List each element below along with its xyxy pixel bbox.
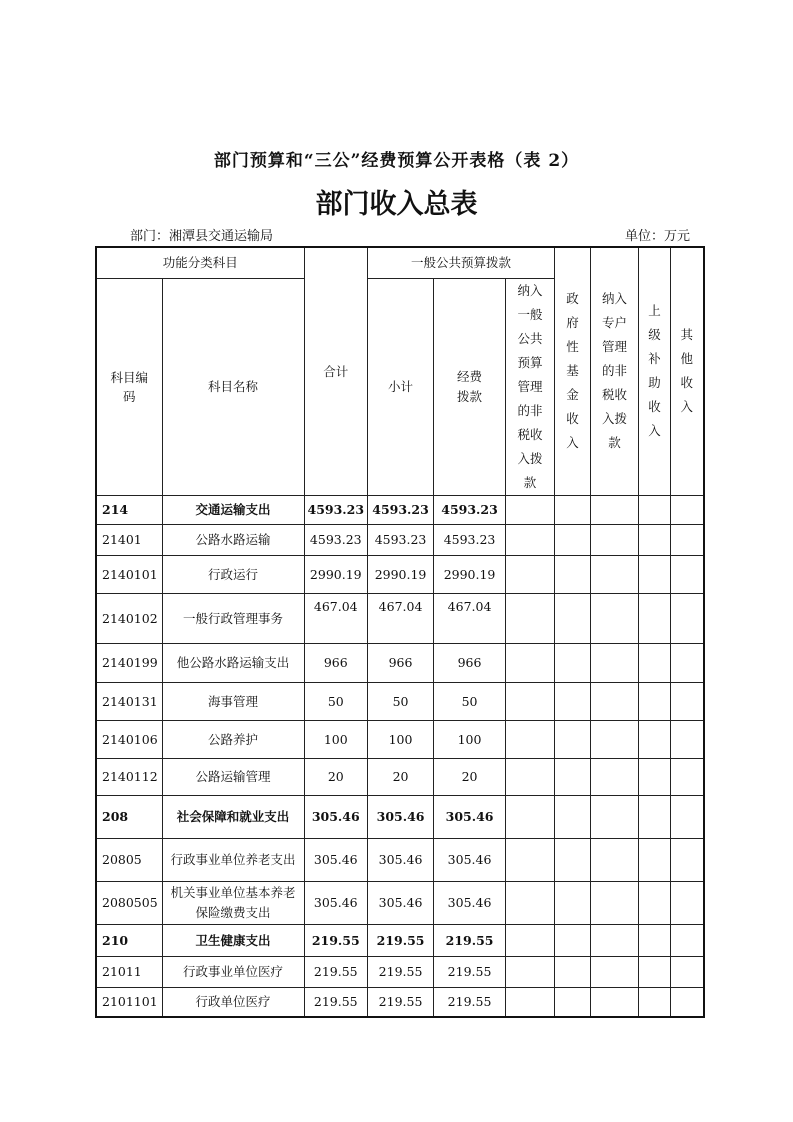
- row-nontax-general: [506, 987, 555, 1017]
- row-funding: 219.55: [434, 987, 506, 1017]
- row-code: 2140106: [96, 720, 162, 758]
- row-funding: 4593.23: [434, 524, 506, 555]
- row-other: [671, 555, 704, 593]
- row-total: 100: [304, 720, 368, 758]
- row-name: 卫生健康支出: [162, 924, 304, 956]
- row-gov-fund: [555, 593, 591, 643]
- row-name: 一般行政管理事务: [162, 593, 304, 643]
- row-name: 交通运输支出: [162, 495, 304, 524]
- header-gov-fund: [555, 247, 591, 495]
- row-nontax-general: [506, 643, 555, 682]
- row-other: [671, 987, 704, 1017]
- row-gov-fund: [555, 495, 591, 524]
- row-subtotal: 2990.19: [368, 555, 434, 593]
- row-nontax-general: [506, 682, 555, 720]
- row-superior-subsidy: [639, 643, 671, 682]
- row-name: 机关事业单位基本养老保险缴费支出: [162, 881, 304, 924]
- row-nontax-general: [506, 758, 555, 795]
- row-code: 2140131: [96, 682, 162, 720]
- table-row: [96, 555, 704, 593]
- row-other: [671, 524, 704, 555]
- header-nontax-special: [591, 247, 639, 495]
- row-funding: 4593.23: [434, 495, 506, 524]
- row-subtotal: 4593.23: [368, 524, 434, 555]
- header-row-1: [96, 247, 704, 278]
- row-name: 海事管理: [162, 682, 304, 720]
- row-name: 行政单位医疗: [162, 987, 304, 1017]
- table-row: [96, 924, 704, 956]
- row-code: 2140199: [96, 643, 162, 682]
- row-other: [671, 593, 704, 643]
- row-name: 行政事业单位医疗: [162, 956, 304, 987]
- row-name: 社会保障和就业支出: [162, 795, 304, 838]
- header-total: 合计: [304, 247, 368, 495]
- document-title: 部门预算和“三公”经费预算公开表格（表 2）: [213, 151, 580, 171]
- row-subtotal: 219.55: [368, 924, 434, 956]
- row-nontax-general: [506, 881, 555, 924]
- row-superior-subsidy: [639, 795, 671, 838]
- row-nontax-general: [506, 495, 555, 524]
- row-superior-subsidy: [639, 593, 671, 643]
- row-nontax-special: [591, 956, 639, 987]
- row-gov-fund: [555, 758, 591, 795]
- row-other: [671, 956, 704, 987]
- header-code: 科目编码: [96, 278, 162, 495]
- row-gov-fund: [555, 720, 591, 758]
- header-funding: 经费拨款: [434, 278, 506, 495]
- table-row: [96, 881, 704, 924]
- row-superior-subsidy: [639, 682, 671, 720]
- row-nontax-special: [591, 524, 639, 555]
- row-code: 21401: [96, 524, 162, 555]
- table-row: [96, 682, 704, 720]
- row-name: 他公路水路运输支出: [162, 643, 304, 682]
- table-row: [96, 987, 704, 1017]
- row-superior-subsidy: [639, 838, 671, 881]
- table-row: [96, 593, 704, 643]
- row-total: 467.04: [304, 593, 368, 643]
- row-subtotal: 467.04: [368, 593, 434, 643]
- row-total: 4593.23: [304, 495, 368, 524]
- row-other: [671, 682, 704, 720]
- row-code: 208: [96, 795, 162, 838]
- table-row: [96, 720, 704, 758]
- row-subtotal: 4593.23: [368, 495, 434, 524]
- row-gov-fund: [555, 881, 591, 924]
- row-code: 214: [96, 495, 162, 524]
- row-superior-subsidy: [639, 924, 671, 956]
- row-nontax-special: [591, 555, 639, 593]
- row-gov-fund: [555, 555, 591, 593]
- row-funding: 20: [434, 758, 506, 795]
- row-nontax-special: [591, 682, 639, 720]
- row-total: 219.55: [304, 924, 368, 956]
- table-title: 部门收入总表: [315, 189, 478, 220]
- row-total: 20: [304, 758, 368, 795]
- row-total: 2990.19: [304, 555, 368, 593]
- row-code: 21011: [96, 956, 162, 987]
- header-subtotal: 小计: [368, 278, 434, 495]
- row-nontax-general: [506, 555, 555, 593]
- row-subtotal: 219.55: [368, 987, 434, 1017]
- row-total: 219.55: [304, 987, 368, 1017]
- row-nontax-general: [506, 795, 555, 838]
- row-funding: 966: [434, 643, 506, 682]
- row-subtotal: 100: [368, 720, 434, 758]
- row-other: [671, 924, 704, 956]
- department-label: 部门：湘潭县交通运输局: [130, 229, 274, 244]
- row-other: [671, 495, 704, 524]
- header-function-category: 功能分类科目: [96, 247, 304, 278]
- row-subtotal: 305.46: [368, 881, 434, 924]
- row-funding: 305.46: [434, 838, 506, 881]
- row-nontax-special: [591, 593, 639, 643]
- row-funding: 100: [434, 720, 506, 758]
- row-nontax-special: [591, 495, 639, 524]
- row-nontax-special: [591, 881, 639, 924]
- row-other: [671, 795, 704, 838]
- row-funding: 219.55: [434, 956, 506, 987]
- row-superior-subsidy: [639, 987, 671, 1017]
- table-row: [96, 758, 704, 795]
- row-total: 50: [304, 682, 368, 720]
- row-nontax-general: [506, 924, 555, 956]
- row-nontax-special: [591, 838, 639, 881]
- row-code: 2140112: [96, 758, 162, 795]
- row-superior-subsidy: [639, 555, 671, 593]
- row-total: 305.46: [304, 881, 368, 924]
- row-other: [671, 758, 704, 795]
- header-superior-subsidy-text: 上级补助收入: [648, 303, 661, 439]
- row-funding: 305.46: [434, 881, 506, 924]
- row-nontax-special: [591, 795, 639, 838]
- row-name: 公路水路运输: [162, 524, 304, 555]
- row-code: 20805: [96, 838, 162, 881]
- row-nontax-general: [506, 838, 555, 881]
- row-gov-fund: [555, 524, 591, 555]
- row-subtotal: 20: [368, 758, 434, 795]
- row-subtotal: 305.46: [368, 838, 434, 881]
- row-superior-subsidy: [639, 720, 671, 758]
- row-other: [671, 720, 704, 758]
- row-nontax-special: [591, 643, 639, 682]
- row-nontax-special: [591, 720, 639, 758]
- unit-label: 单位：万元: [624, 229, 690, 244]
- row-superior-subsidy: [639, 524, 671, 555]
- row-gov-fund: [555, 924, 591, 956]
- row-code: 2101101: [96, 987, 162, 1017]
- row-superior-subsidy: [639, 758, 671, 795]
- row-nontax-special: [591, 924, 639, 956]
- row-subtotal: 50: [368, 682, 434, 720]
- header-name: 科目名称: [162, 278, 304, 495]
- header-nontax-general: [506, 278, 555, 495]
- row-nontax-general: [506, 593, 555, 643]
- row-nontax-special: [591, 758, 639, 795]
- row-subtotal: 305.46: [368, 795, 434, 838]
- row-subtotal: 966: [368, 643, 434, 682]
- row-total: 305.46: [304, 838, 368, 881]
- row-total: 305.46: [304, 795, 368, 838]
- header-other: [671, 247, 704, 495]
- row-funding: 219.55: [434, 924, 506, 956]
- row-code: 210: [96, 924, 162, 956]
- row-code: 2080505: [96, 881, 162, 924]
- table-body: [96, 495, 704, 1017]
- row-code: 2140101: [96, 555, 162, 593]
- table-row: [96, 795, 704, 838]
- row-gov-fund: [555, 795, 591, 838]
- row-funding: 467.04: [434, 593, 506, 643]
- header-superior-subsidy: [639, 247, 671, 495]
- row-total: 4593.23: [304, 524, 368, 555]
- row-nontax-special: [591, 987, 639, 1017]
- row-funding: 305.46: [434, 795, 506, 838]
- header-general-budget: 一般公共预算拨款: [368, 247, 555, 278]
- row-superior-subsidy: [639, 956, 671, 987]
- row-name: 公路运输管理: [162, 758, 304, 795]
- header-nontax-special-text: 纳入专户管理的非税收入拨款: [602, 291, 628, 451]
- row-total: 219.55: [304, 956, 368, 987]
- row-subtotal: 219.55: [368, 956, 434, 987]
- row-gov-fund: [555, 956, 591, 987]
- row-superior-subsidy: [639, 495, 671, 524]
- row-name: 公路养护: [162, 720, 304, 758]
- row-other: [671, 643, 704, 682]
- table-row: [96, 838, 704, 881]
- row-nontax-general: [506, 720, 555, 758]
- row-gov-fund: [555, 643, 591, 682]
- header-gov-fund-text: 政府性基金收入: [566, 291, 579, 451]
- row-gov-fund: [555, 682, 591, 720]
- row-other: [671, 881, 704, 924]
- row-name: 行政运行: [162, 555, 304, 593]
- row-total: 966: [304, 643, 368, 682]
- row-funding: 50: [434, 682, 506, 720]
- row-gov-fund: [555, 838, 591, 881]
- header-nontax-general-text: 纳入一般公共预算管理的非税收入拨款: [517, 282, 543, 490]
- row-nontax-general: [506, 956, 555, 987]
- row-code: 2140102: [96, 593, 162, 643]
- row-name: 行政事业单位养老支出: [162, 838, 304, 881]
- row-nontax-general: [506, 524, 555, 555]
- header-other-text: 其他收入: [680, 327, 694, 415]
- table-row: [96, 643, 704, 682]
- row-superior-subsidy: [639, 881, 671, 924]
- row-gov-fund: [555, 987, 591, 1017]
- income-summary-table: [95, 246, 705, 1018]
- row-other: [671, 838, 704, 881]
- table-row: [96, 524, 704, 555]
- table-row: [96, 956, 704, 987]
- table-row: [96, 495, 704, 524]
- row-funding: 2990.19: [434, 555, 506, 593]
